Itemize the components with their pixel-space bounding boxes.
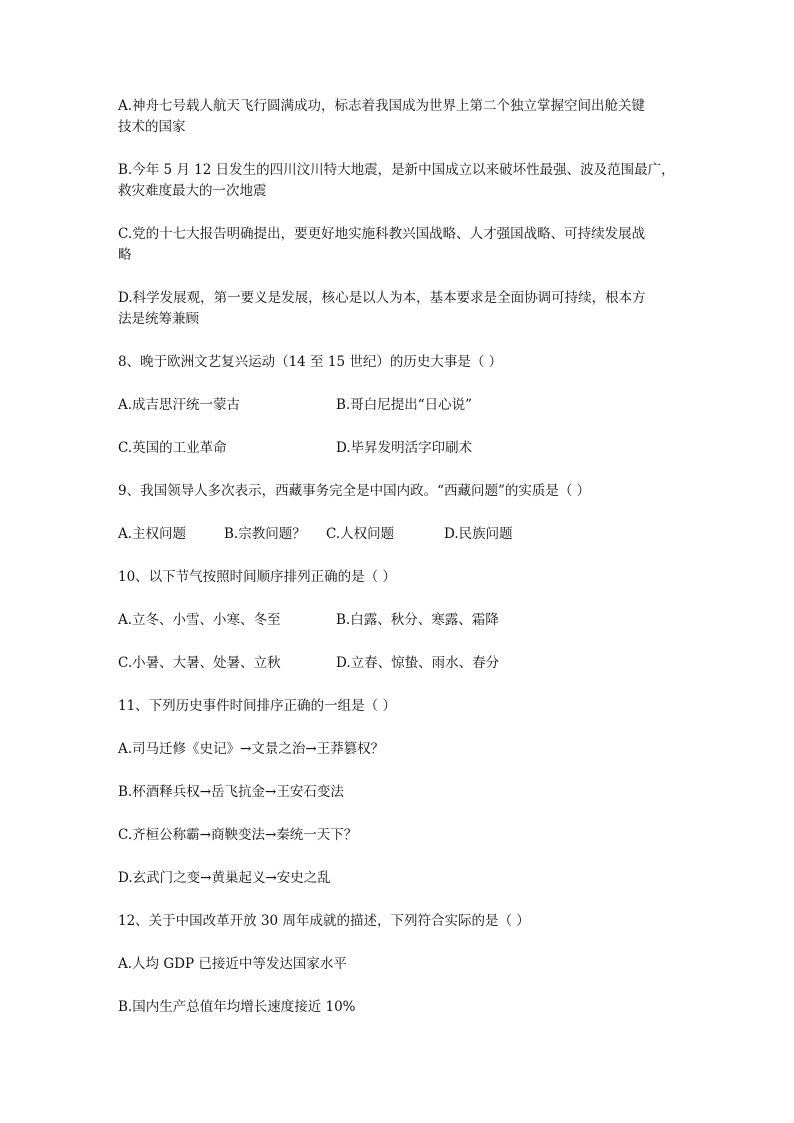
q8-options-row-2: [118, 438, 698, 459]
q10-options-row-2: [118, 653, 698, 674]
q12-option-a: [118, 954, 698, 975]
q11-option-c: [118, 825, 698, 846]
q9-question: [118, 481, 698, 502]
option-line: A.人均 GDP 已接近中等发达国家水平: [118, 956, 347, 972]
q10-option-d: D.立春、惊蛰、雨水、春分: [336, 655, 500, 671]
q8-option-a: A.成吉思汗统一蒙古: [118, 397, 241, 413]
option-line: B.国内生产总值年均增长速度接近 10%: [118, 999, 356, 1015]
option-line: B.杯酒释兵权→岳飞抗金→王安石变法: [118, 784, 344, 800]
q11-question: [118, 696, 698, 717]
question-text: 10、以下节气按照时间顺序排列正确的是（ ）: [118, 569, 396, 585]
q10-option-c: C.小暑、大暑、处暑、立秋: [118, 655, 281, 671]
q9-option-c: C.人权问题: [326, 526, 395, 542]
option-line: 救灾难度最大的一次地震: [118, 183, 267, 199]
q9-option-a: A.主权问题: [118, 526, 187, 542]
q7-option-b: [118, 160, 698, 202]
option-line: C.齐桓公称霸→商鞅变法→秦统一天下？: [118, 827, 358, 843]
q9-option-b: B.宗教问题？: [224, 526, 306, 542]
question-text: 11、下列历史事件时间排序正确的一组是（ ）: [118, 698, 396, 714]
question-text: 8、晚于欧洲文艺复兴运动（14 至 15 世纪）的历史大事是（ ）: [118, 354, 503, 370]
option-line: 法是统筹兼顾: [118, 311, 199, 327]
q8-option-b: B.哥白尼提出“日心说”: [336, 397, 473, 413]
q11-option-b: [118, 782, 698, 803]
question-text: 9、我国领导人多次表示，西藏事务完全是中国内政。“西藏问题”的实质是（ ）: [118, 483, 591, 499]
q11-option-d: [118, 868, 698, 889]
q8-question: [118, 352, 698, 373]
q7-option-c: [118, 224, 698, 266]
option-line: D.科学发展观，第一要义是发展，核心是以人为本，基本要求是全面协调可持续，根本方: [118, 290, 646, 306]
q10-option-a: A.立冬、小雪、小寒、冬至: [118, 612, 281, 628]
option-line: 略: [118, 247, 132, 263]
q12-question: [118, 911, 698, 932]
question-text: 12、关于中国改革开放 30 周年成就的描述，下列符合实际的是（ ）: [118, 913, 530, 929]
option-line: D.玄武门之变→黄巢起义→安史之乱: [118, 870, 331, 886]
q7-option-d: [118, 288, 698, 330]
q10-option-b: B.白露、秋分、寒露、霜降: [336, 612, 499, 628]
option-line: A.神舟七号载人航天飞行圆满成功，标志着我国成为世界上第二个独立掌握空间出舱关键: [118, 98, 646, 114]
q12-option-b: [118, 997, 698, 1018]
q9-option-d: D.民族问题: [444, 526, 513, 542]
q11-option-a: [118, 739, 698, 760]
q8-option-c: C.英国的工业革命: [118, 440, 227, 456]
q8-options-row-1: [118, 395, 698, 416]
q10-question: [118, 567, 698, 588]
q9-options-row: [118, 524, 698, 545]
document-page: [118, 96, 698, 1040]
option-line: A.司马迁修《史记》→文景之治→王莽篡权？: [118, 741, 385, 757]
q8-option-d: D.毕昇发明活字印刷术: [336, 440, 473, 456]
option-line: 技术的国家: [118, 119, 186, 135]
q7-option-a: [118, 96, 698, 138]
option-line: B.今年 5 月 12 日发生的四川汶川特大地震，是新中国成立以来破坏性最强、波及范围最广，: [118, 162, 675, 178]
q10-options-row-1: [118, 610, 698, 631]
option-line: C.党的十七大报告明确提出，要更好地实施科教兴国战略、人才强国战略、可持续发展战: [118, 226, 646, 242]
